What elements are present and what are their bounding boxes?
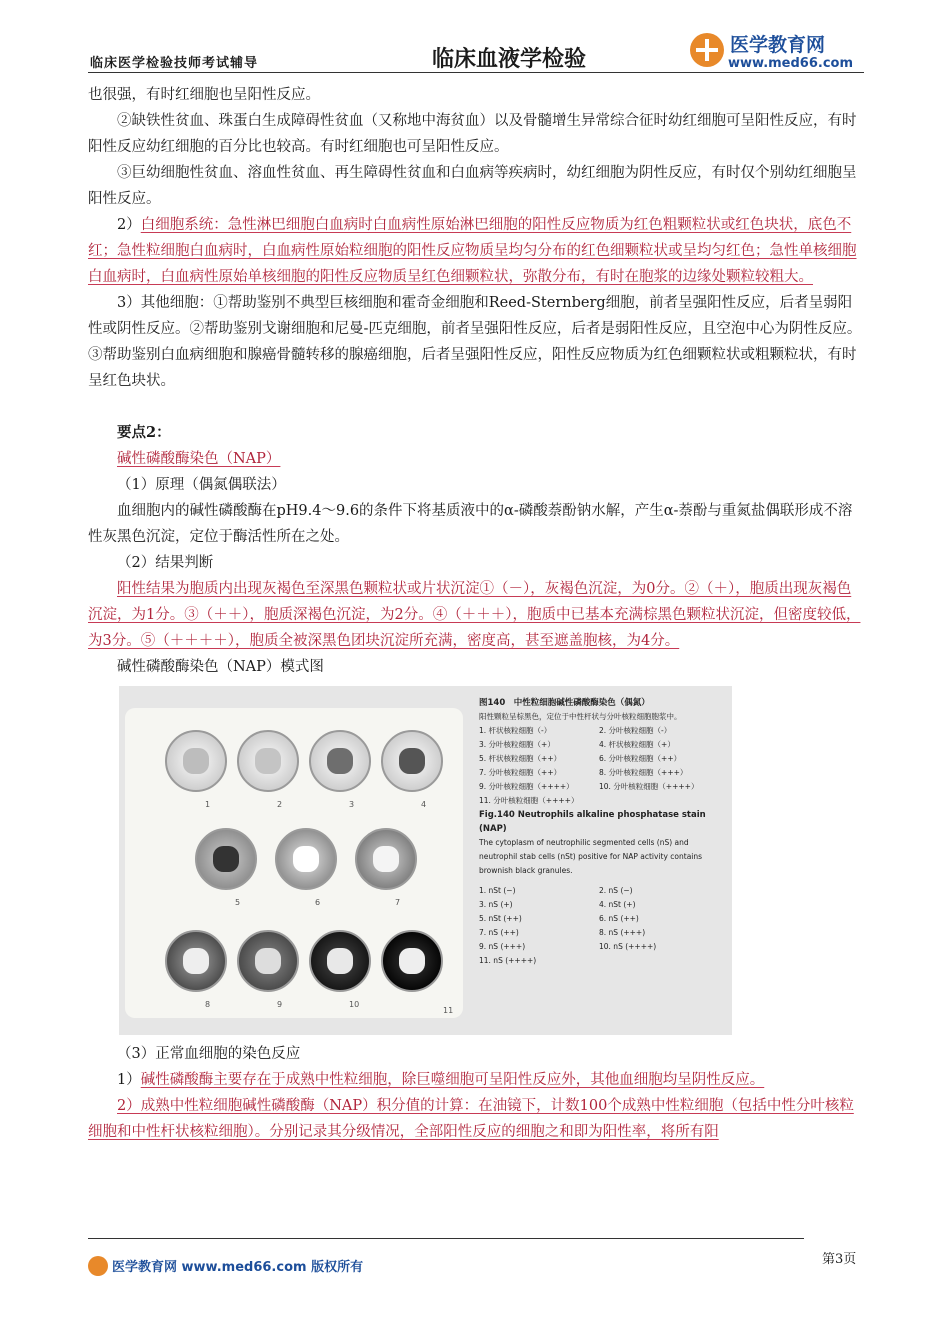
caption-item: 1. 杆状核粒细胞（-） [479, 726, 552, 735]
cell-image [381, 730, 443, 792]
cell-image [309, 730, 371, 792]
caption-item: 2. nS (−) [599, 886, 633, 895]
cell-images [125, 708, 463, 1018]
caption-item: 9. nS (+++) [479, 942, 526, 951]
paragraph-highlighted [88, 1067, 864, 1093]
highlighted-text: 碱性磷酸酶主要存在于成熟中性粒细胞，除巨噬细胞可呈阳性反应外，其他血细胞均呈阴性反应。 [140, 1072, 765, 1088]
footer-logo-icon [88, 1256, 108, 1276]
subsection-title: （3）正常血细胞的染色反应 [117, 1046, 301, 1062]
cell-label: 10 [349, 1000, 360, 1009]
caption-item: 8. nS (+++) [599, 928, 646, 937]
paragraph-highlighted [88, 1093, 864, 1145]
caption-item: 7. nS (++) [479, 928, 519, 937]
caption-item: 6. nS (++) [599, 914, 639, 923]
footer-copyright[interactable]: 医学教育网 www.med66.com 版权所有 [112, 1260, 364, 1275]
caption-item: 5. 杆状核粒细胞（++） [479, 754, 562, 763]
caption-item: 3. 分叶核粒细胞（+） [479, 740, 555, 749]
header-chapter-title: 临床血液学检验 [432, 47, 587, 72]
site-logo[interactable] [690, 30, 860, 76]
paragraph: 也很强，有时红细胞也呈阳性反应。 [88, 87, 320, 103]
caption-item: 10. 分叶核粒细胞（++++） [599, 782, 699, 791]
caption-item: 8. 分叶核粒细胞（+++） [599, 768, 688, 777]
caption-item: 11. nS (++++) [479, 956, 537, 965]
paragraph-highlighted [88, 576, 864, 654]
caption-item: 1. nSt (−) [479, 886, 516, 895]
caption-item: 9. 分叶核粒细胞（++++） [479, 782, 574, 791]
paragraph: 3）其他细胞：①帮助鉴别不典型巨核细胞和霍奇金细胞和Reed-Sternberg细胞，前者呈强阳性反应，后者呈弱阳性或阴性反应。②帮助鉴别戈谢细胞和尼曼-匹克细胞，前者呈强阳性反应，后者是弱阳性反应，且空泡中心为阴性反应。③帮助鉴别白血病细胞和腺癌骨髓转移的腺癌细胞，后者呈强阳性反应，阳性反应物质为红色细颗粒状或粗颗粒状，有时呈红色块状。 [88, 295, 862, 389]
cell-image [355, 828, 417, 890]
caption-item: 3. nS (+) [479, 900, 513, 909]
page-content [88, 82, 864, 1145]
highlighted-text: 阳性结果为胞质内出现灰褐色至深黑色颗粒状或片状沉淀①（－），灰褐色沉淀，为0分。②（＋），胞质出现灰褐色沉淀，为1分。③（＋＋），胞质深褐色沉淀，为2分。④（＋＋＋），胞质中已基本充满棕黑色颗粒状沉淀，但密度较低，为3分。⑤（＋＋＋＋），胞质全被深黑色团块沉淀所充满，密度高，甚至遮盖胞核，为4分。 [88, 581, 861, 649]
caption-cn-title: 图140 中性粒细胞碱性磷酸酶染色（偶氮） [479, 698, 650, 708]
caption-en-desc: The cytoplasm of neutrophilic segmented cells (nS) and neutrophil stab cells (nSt) positive for NAP activity contains brownish black granules. [479, 838, 703, 875]
list-marker: 1） [117, 1072, 141, 1088]
paragraph: ③巨幼细胞性贫血、溶血性贫血、再生障碍性贫血和白血病等疾病时，幼红细胞为阴性反应，有时仅个别幼红细胞呈阳性反应。 [88, 165, 857, 207]
highlighted-text: 2）成熟中性粒细胞碱性磷酸酶（NAP）积分值的计算：在油镜下，计数100个成熟中性粒细胞（包括中性分叶核粒细胞和中性杆状核粒细胞）。分别记录其分级情况，全部阳性反应的细胞之和即为阳性率，将所有阳 [88, 1098, 854, 1140]
key-point-heading: 要点2： [117, 424, 171, 441]
caption-en-title: Fig.140 Neutrophils alkaline phosphatase stain (NAP) [479, 810, 706, 834]
cell-image [275, 828, 337, 890]
caption-item: 6. 分叶核粒细胞（++） [599, 754, 682, 763]
cell-image [237, 930, 299, 992]
highlighted-text: 白细胞系统：急性淋巴细胞白血病时白血病性原始淋巴细胞的阳性反应物质为红色粗颗粒状或红色块状，底色不红；急性粒细胞白血病时，白血病性原始粒细胞的阳性反应物质呈均匀分布的红色细颗粒状或呈均匀红色；急性单核细胞白血病时，白血病性原始单核细胞的阳性反应物质呈红色细颗粒状，弥散分布，有时在胞浆的边缘处颗粒较粗大。 [88, 217, 857, 285]
nap-figure [119, 686, 732, 1035]
cell-label: 1 [205, 800, 211, 809]
caption-cn-desc: 阳性颗粒呈棕黑色，定位于中性杆状与分叶核粒细胞胞浆中。 [479, 712, 682, 721]
caption-item: 5. nSt (++) [479, 914, 522, 923]
nap-title: 碱性磷酸酶染色（NAP） [117, 451, 281, 467]
figure-caption [479, 696, 729, 968]
cell-image [381, 930, 443, 992]
caption-item: 4. 杆状核粒细胞（+） [599, 740, 675, 749]
paragraph: 血细胞内的碱性磷酸酶在pH9.4～9.6的条件下将基质液中的α-磷酸萘酚钠水解，产生α-萘酚与重氮盐偶联形成不溶性灰黑色沉淀，定位于酶活性所在之处。 [88, 503, 853, 545]
page-number: 第3页 [822, 1252, 857, 1267]
cell-label: 4 [421, 800, 427, 809]
header-course-title: 临床医学检验技师考试辅导 [90, 56, 259, 71]
cell-image [195, 828, 257, 890]
cell-label: 2 [277, 800, 283, 809]
section-title [88, 446, 864, 472]
cell-image [237, 730, 299, 792]
cell-image [309, 930, 371, 992]
cell-label: 7 [395, 898, 401, 907]
cell-label: 6 [315, 898, 321, 907]
logo-cross-icon [690, 33, 724, 67]
cell-label: 9 [277, 1000, 283, 1009]
caption-item: 7. 分叶核粒细胞（++） [479, 768, 562, 777]
paragraph: ②缺铁性贫血、珠蛋白生成障碍性贫血（又称地中海贫血）以及骨髓增生异常综合征时幼红细胞可呈阳性反应，有时阳性反应幼红细胞的百分比也较高。有时红细胞也可呈阳性反应。 [88, 113, 857, 155]
caption-item: 2. 分叶核粒细胞（-） [599, 726, 672, 735]
cell-image [165, 730, 227, 792]
cell-label: 5 [235, 898, 241, 907]
logo-title: 医学教育网 [730, 34, 826, 56]
caption-item: 10. nS (++++) [599, 942, 657, 951]
caption-item: 4. nSt (+) [599, 900, 636, 909]
figure-title: 碱性磷酸酶染色（NAP）模式图 [117, 659, 324, 675]
cell-label: 3 [349, 800, 355, 809]
footer-divider [88, 1238, 804, 1239]
cell-image [165, 930, 227, 992]
cell-label: 8 [205, 1000, 211, 1009]
caption-item: 11. 分叶核粒细胞（++++） [479, 796, 579, 805]
paragraph-highlighted [88, 212, 864, 290]
header-divider [88, 72, 864, 73]
subsection-title: （2）结果判断 [117, 555, 214, 571]
logo-url[interactable]: www.med66.com [728, 56, 854, 71]
subsection-title: （1）原理（偶氮偶联法） [117, 477, 286, 493]
cell-label: 11 [443, 1006, 454, 1015]
list-marker: 2） [117, 217, 141, 233]
